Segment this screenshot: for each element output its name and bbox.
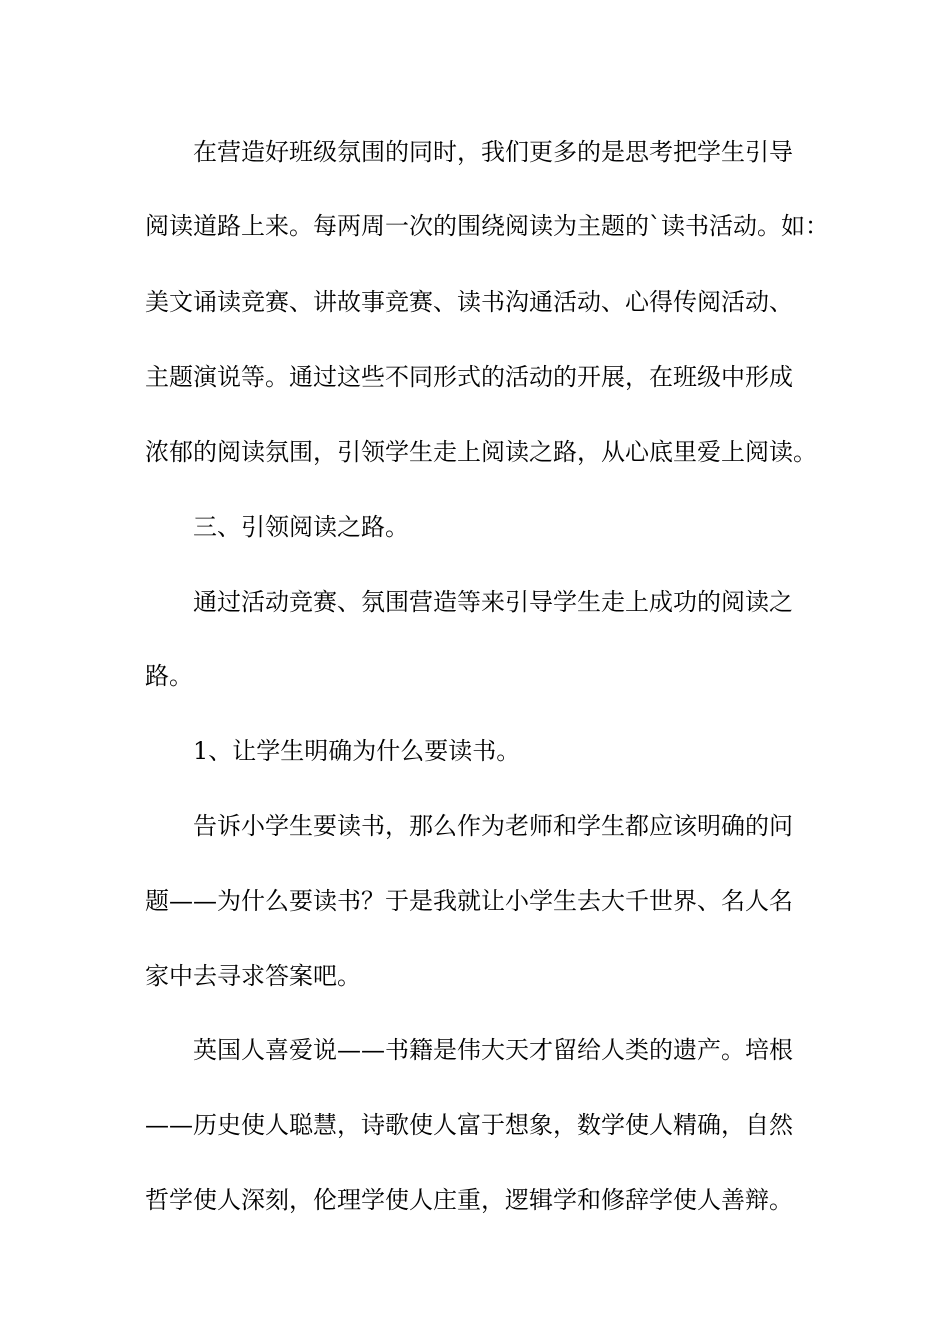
paragraph-line: 美文诵读竞赛、讲故事竞赛、读书沟通活动、心得传阅活动、 (145, 288, 793, 316)
paragraph-line: ——历史使人聪慧，诗歌使人富于想象，数学使人精确，自然 (145, 1111, 793, 1139)
section-heading: 三、引领阅读之路。 (193, 513, 409, 541)
paragraph-line: 通过活动竞赛、氛围营造等来引导学生走上成功的阅读之 (193, 588, 793, 616)
paragraph-line: 浓郁的阅读氛围，引领学生走上阅读之路，从心底里爱上阅读。 (145, 438, 817, 466)
paragraph-line: 在营造好班级氛围的同时，我们更多的是思考把学生引导 (193, 138, 793, 166)
paragraph-line: 阅读道路上来。每两周一次的围绕阅读为主题的`读书活动。如： (145, 212, 829, 240)
paragraph-line: 主题演说等。通过这些不同形式的活动的开展，在班级中形成 (145, 363, 793, 391)
paragraph-line: 英国人喜爱说——书籍是伟大天才留给人类的遗产。培根 (193, 1036, 793, 1064)
paragraph-line: 路。 (145, 662, 193, 690)
paragraph-line: 题——为什么要读书？于是我就让小学生去大千世界、名人名 (145, 887, 793, 915)
paragraph-line: 告诉小学生要读书，那么作为老师和学生都应该明确的问 (193, 812, 793, 840)
subsection-heading: 1、让学生明确为什么要读书。 (193, 737, 521, 765)
paragraph-line: 哲学使人深刻，伦理学使人庄重，逻辑学和修辞学使人善辩。 (145, 1186, 793, 1214)
paragraph-line: 家中去寻求答案吧。 (145, 962, 361, 990)
